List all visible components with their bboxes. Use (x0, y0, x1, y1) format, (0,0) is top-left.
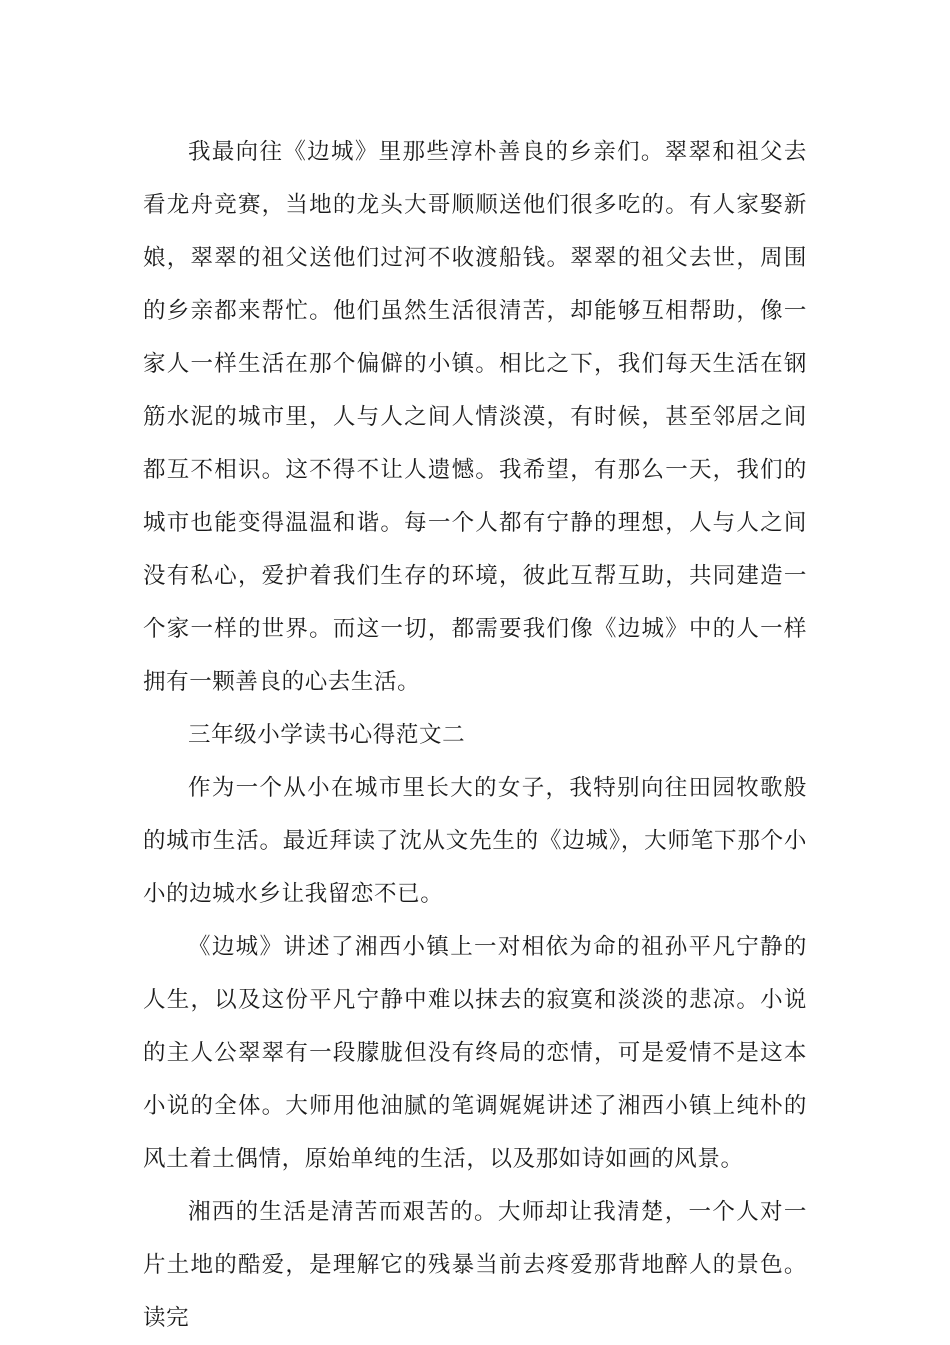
section-heading: 三年级小学读书心得范文二 (188, 722, 466, 748)
paragraph-intro: 作为一个从小在城市里长大的女子，我特别向往田园牧歌般的城市生活。最近拜读了沈从文先生的《边城》，大师笔下那个小小的边城水乡让我留恋不已。 (143, 775, 807, 907)
paragraph-summary: 《边城》讲述了湘西小镇上一对相依为命的祖孙平凡宁静的人生，以及这份平凡宁静中难以抹去的寂寞和淡淡的悲凉。小说的主人公翠翠有一段朦胧但没有终局的恋情，可是爱情不是这本小说的全体。大师用他油腻的笔调娓娓讲述了湘西小镇上纯朴的风土着土偶情，原始单纯的生活，以及那如诗如画的风景。 (143, 934, 807, 1172)
paragraph-border-town-neighbors: 我最向往《边城》里那些淳朴善良的乡亲们。翠翠和祖父去看龙舟竞赛，当地的龙头大哥顺顺送他们很多吃的。有人家娶新娘，翠翠的祖父送他们过河不收渡船钱。翠翠的祖父去世，周围的乡亲都来帮忙。他们虽然生活很清苦，却能够互相帮助，像一家人一样生活在那个偏僻的小镇。相比之下，我们每天生活在钢筋水泥的城市里，人与人之间人情淡漠，有时候，甚至邻居之间都互不相识。这不得不让人遗憾。我希望，有那么一天，我们的城市也能变得温温和谐。每一个人都有宁静的理想，人与人之间没有私心，爱护着我们生存的环境，彼此互帮互助，共同建造一个家一样的世界。而这一切，都需要我们像《边城》中的人一样拥有一颗善良的心去生活。 (143, 139, 807, 695)
document-body (143, 126, 807, 1345)
paragraph-xiangxi-life: 湘西的生活是清苦而艰苦的。大师却让我清楚，一个人对一片土地的酷爱，是理解它的残暴当前去疼爱那背地醉人的景色。读完 (143, 1199, 807, 1331)
